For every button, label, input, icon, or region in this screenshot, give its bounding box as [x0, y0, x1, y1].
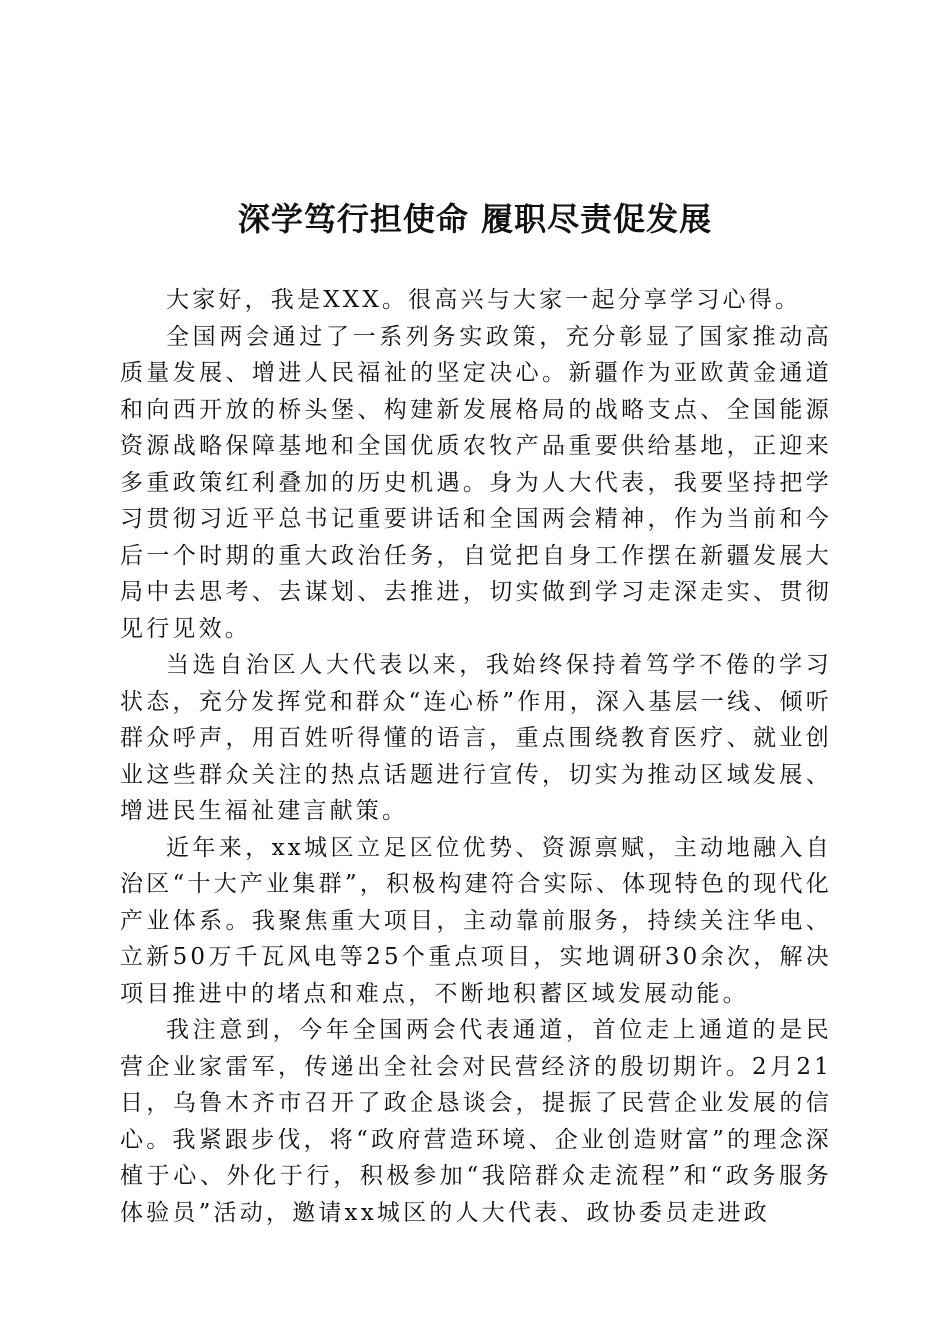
page-title: 深学笃行担使命 履职尽责促发展: [237, 200, 713, 238]
paragraph-national-sessions: 全国两会通过了一系列务实政策，充分彰显了国家推动高质量发展、增进人民福祉的坚定决心。新疆作为亚欧黄金通道和向西开放的桥头堡、构建新发展格局的战略支点、全国能源资源战略保障基地和全国优质农牧产品重要供给基地，正迎来多重政策红利叠加的历史机遇。身为人大代表，我要坚持把学习贯彻习近平总书记重要讲话和全国两会精神，作为当前和今后一个时期的重大政治任务，自觉把自身工作摆在新疆发展大局中去思考、去谋划、去推进，切实做到学习走深走实、贯彻见行见效。: [120, 323, 832, 642]
document-body: [120, 282, 832, 1231]
paragraph-greeting: 大家好，我是XXX。很高兴与大家一起分享学习心得。: [166, 287, 802, 313]
paragraph-private-economy: 我注意到，今年全国两会代表通道，首位走上通道的是民营企业家雷军，传递出全社会对民营经济的殷切期许。2月21日，乌鲁木齐市召开了政企恳谈会，提振了民营企业发展的信心。我紧跟步伐，将“政府营造环境、企业创造财富”的理念深植于心、外化于行，积极参加“我陪群众走流程”和“政务服务体验员”活动，邀请xx城区的人大代表、政协委员走进政: [120, 1017, 832, 1226]
paragraph-district-industry: 近年来，xx城区立足区位优势、资源禀赋，主动地融入自治区“十大产业集群”，积极构建符合实际、体现特色的现代化产业体系。我聚焦重大项目，主动靠前服务，持续关注华电、立新50万千瓦风电等25个重点项目，实地调研30余次，解决项目推进中的堵点和难点，不断地积蓄区域发展动能。: [120, 834, 832, 1007]
paragraph-deputy-work: 当选自治区人大代表以来，我始终保持着笃学不倦的学习状态，充分发挥党和群众“连心桥”作用，深入基层一线、倾听群众呼声，用百姓听得懂的语言，重点围绕教育医疗、就业创业这些群众关注的热点话题进行宣传，切实为推动区域发展、增进民生福祉建言献策。: [120, 652, 832, 824]
